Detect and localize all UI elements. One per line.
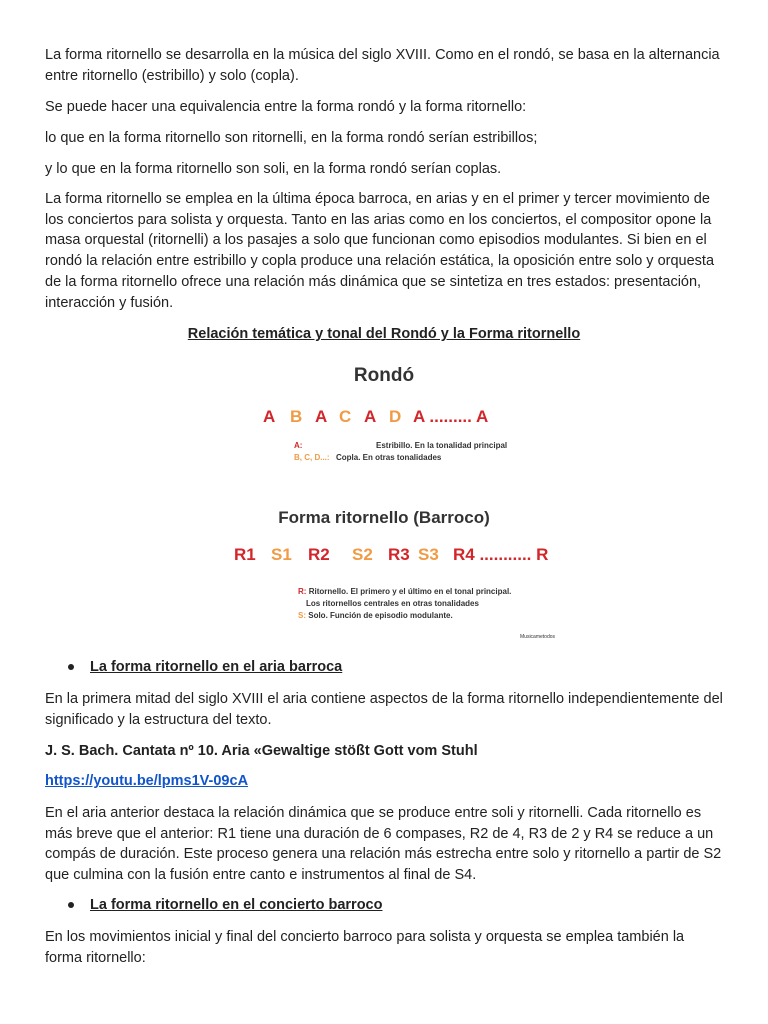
usage-paragraph: La forma ritornello se emplea en la última época barroca, en arias y en el primer y tercer movimiento de los conciertos para solista y orquesta. Tanto en las arias como en los conciertos, el compositor opone la masa orquestal (ritornelli) a los pasajes a solo que funcionan como episodios modulantes. Si bien en el rondó la relación entre estribillo y copla produce una relación estática, la oposición entre solo y orquesta de la forma ritornello ofrece una relación más dinámica que se sintetiza en tres estados: presentación, interacción y fusión. — [45, 191, 715, 311]
rit-note-s-text: Solo. Función de episodio modulante. — [308, 611, 453, 620]
rondo-seq-item: A — [263, 407, 276, 426]
aria-paragraph: En la primera mitad del siglo XVIII el aria contiene aspectos de la forma ritornello independientemente del significado y la estructura del texto. — [45, 691, 723, 728]
rit-seq-item: R1 — [234, 545, 256, 564]
bullet-aria-label: La forma ritornello en el aria barroca — [90, 659, 343, 675]
rondo-seq-item: A ......... A — [413, 407, 489, 426]
youtube-link-wrap — [45, 771, 725, 792]
rondo-note-a — [294, 440, 508, 451]
rondo-note-b-key: B, C, D...: — [294, 453, 330, 462]
rit-seq-item: R3 — [388, 545, 410, 564]
rondo-seq-item: A — [315, 407, 328, 426]
rondo-note-a-text: Estribillo. En la tonalidad principal — [376, 441, 508, 450]
rit-seq-item: S3 — [418, 545, 439, 564]
rit-seq-item: S1 — [271, 545, 292, 564]
youtube-link[interactable]: https://youtu.be/lpms1V-09cA — [45, 773, 249, 789]
rondo-seq-item: D — [389, 407, 402, 426]
soli-line: y lo que en la forma ritornello son soli, en la forma rondó serían coplas. — [45, 161, 502, 177]
rondo-title: Rondó — [353, 365, 415, 386]
rondo-seq-item: A — [364, 407, 377, 426]
figure-heading: Relación temática y tonal del Rondó y la Forma ritornello — [187, 326, 581, 342]
intro-paragraph: La forma ritornello se desarrolla en la música del siglo XVIII. Como en el rondó, se basa en la alternancia entre ritornello (estribillo) y solo (copla). — [45, 47, 720, 84]
ritornelli-line: lo que en la forma ritornello son ritornelli, en la forma rondó serían estribillos; — [45, 130, 538, 146]
rit-seq-item: S2 — [352, 545, 373, 564]
bullet-dot-icon — [68, 664, 74, 670]
rit-note-r-text: Ritornello. El primero y el último en el tonal principal. — [308, 587, 512, 596]
rit-note-r — [298, 586, 511, 597]
equivalence-paragraph: Se puede hacer una equivalencia entre la forma rondó y la forma ritornello: — [45, 99, 527, 115]
aria-analysis-paragraph: En el aria anterior destaca la relación dinámica que se produce entre soli y ritornelli. Cada ritornello es más breve que el anterior: R1 tiene una duración de 6 compases, R2 de 4, R3 de 2 y R4 se reduce a un compás de duración. Este proceso genera una relación más estrecha entre solo y ritornello a partir de S2 que culmina con la fusión entre canto e instrumentos al final de S4. — [45, 805, 722, 884]
rit-seq-item: R2 — [308, 545, 330, 564]
rondo-note-b — [294, 452, 442, 463]
cantata-title: J. S. Bach. Cantata nº 10. Aria «Gewaltige stößt Gott vom Stuhl — [45, 743, 478, 759]
rit-note-s-key: S: — [298, 611, 306, 620]
rit-note-r2: Los ritornellos centrales en otras tonalidades — [306, 599, 479, 608]
concierto-paragraph: En los movimientos inicial y final del concierto barroco para solista y orquesta se emplea también la forma ritornello: — [45, 929, 685, 966]
bullet-aria — [68, 657, 342, 678]
bullet-concierto — [68, 895, 382, 916]
rit-note-r-key: R: — [298, 587, 307, 596]
rit-note-s — [298, 610, 453, 621]
rondo-seq-item: C — [339, 407, 352, 426]
figure-credit: Musicametodos — [520, 634, 556, 640]
bullet-concierto-label: La forma ritornello en el concierto barroco — [90, 897, 383, 913]
rondo-seq-item: B — [290, 407, 303, 426]
rit-seq-item: R4 ........... R — [453, 545, 549, 564]
rondo-note-a-key: A: — [294, 441, 303, 450]
ritornello-title: Forma ritornello (Barroco) — [278, 508, 490, 527]
bullet-dot-icon — [68, 902, 74, 908]
rondo-note-b-text: Copla. En otras tonalidades — [336, 453, 442, 462]
